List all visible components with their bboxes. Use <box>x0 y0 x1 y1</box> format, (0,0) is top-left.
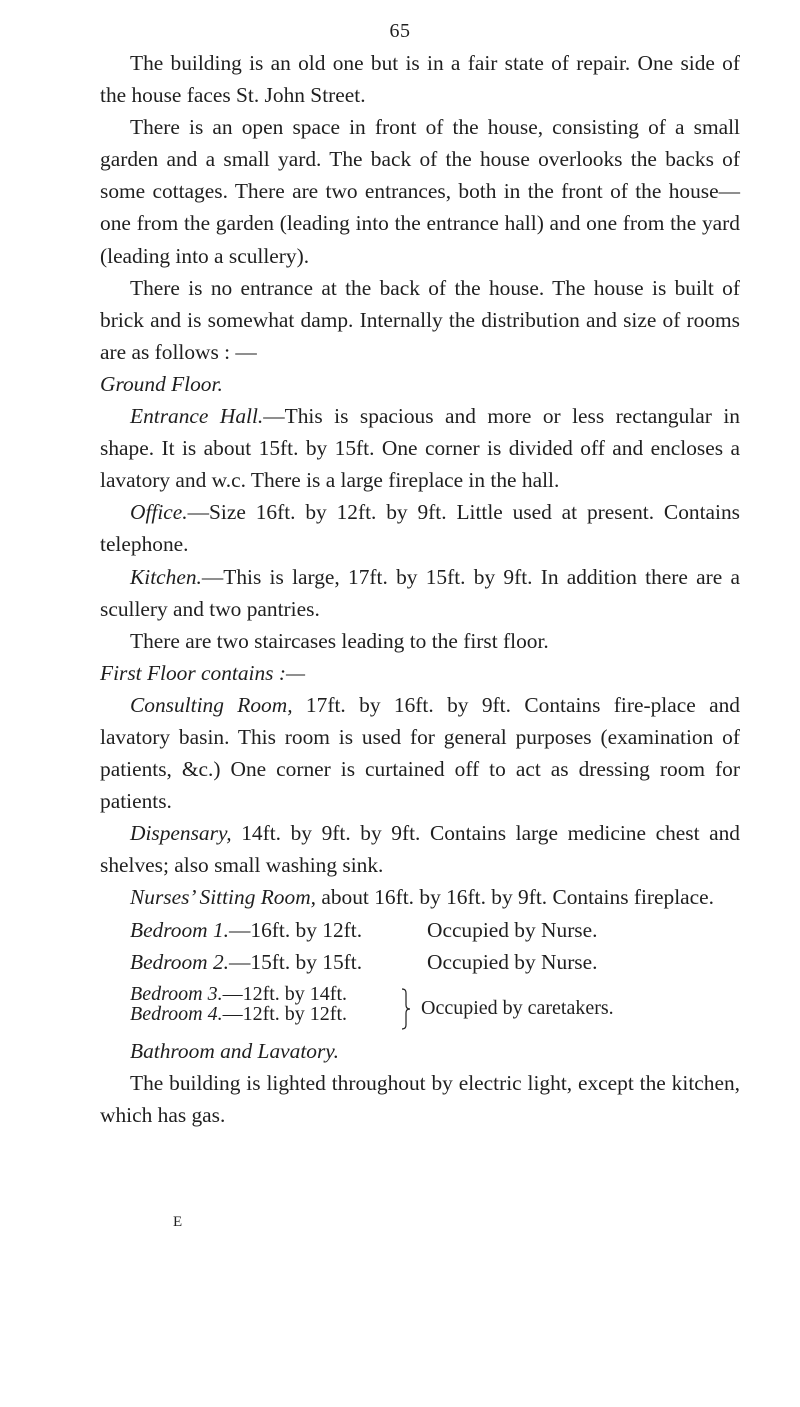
office-paragraph <box>100 496 740 560</box>
bedroom-2-line <box>100 946 740 978</box>
bedroom-4-size: —12ft. by 12ft. <box>222 1003 348 1026</box>
nurses-sitting-room-text: about 16ft. by 16ft. by 9ft. Contains fireplace. <box>316 885 715 910</box>
office-text: —Size 16ft. by 12ft. by 9ft. Little used at present. Contains telephone. <box>100 500 740 557</box>
staircases-paragraph: There are two staircases leading to the first floor. <box>130 628 549 653</box>
bedroom-2-occupant: Occupied by Nurse. <box>427 949 598 974</box>
bathroom-line: Bathroom and Lavatory. <box>130 1038 339 1063</box>
dispensary-label: Dispensary, <box>130 821 232 846</box>
dispensary-text: 14ft. by 9ft. by 9ft. Contains large medicine chest and shelves; also small washing sink. <box>100 821 740 878</box>
nurses-sitting-room-paragraph <box>100 881 740 913</box>
bedroom-3-size: —12ft. by 14ft. <box>222 982 348 1005</box>
paragraph-surroundings: There is an open space in front of the house, consisting of a small garden and a small yard. The back of the house overlooks the backs of some cottages. There are two entrances, both in the front of the house—one from the garden (leading into the entrance hall) and one from the yard (leading into a scullery). <box>100 115 740 268</box>
signature-mark: E <box>173 1214 183 1230</box>
bedroom-1-occupant: Occupied by Nurse. <box>427 917 598 942</box>
bedroom-1-line <box>100 914 740 946</box>
dispensary-paragraph <box>100 817 740 881</box>
caretakers-occupant: Occupied by caretakers. <box>421 996 614 1019</box>
entrance-hall-text: —This is spacious and more or less rectangular in shape. It is about 15ft. by 15ft. One corner is divided off and encloses a lavatory and w.c. There is a large fireplace in the hall. <box>100 404 740 493</box>
bedroom-1-size: —16ft. by 12ft. <box>229 917 363 942</box>
kitchen-text: —This is large, 17ft. by 15ft. by 9ft. In addition there are a scullery and two pantries. <box>100 564 740 621</box>
kitchen-label: Kitchen. <box>130 564 202 589</box>
paragraph-construction: There is no entrance at the back of the house. The house is built of brick and is somewhat damp. Internally the distribution and size of rooms are as follows : — <box>100 275 740 364</box>
nurses-sitting-room-label: Nurses’ Sitting Room, <box>130 885 316 910</box>
ground-floor-heading: Ground Floor. <box>100 371 223 396</box>
first-floor-heading: First Floor contains :— <box>100 660 305 685</box>
consulting-room-paragraph <box>100 689 740 817</box>
bedroom-4-label: Bedroom 4. <box>130 1003 223 1026</box>
entrance-hall-label: Entrance Hall. <box>130 404 264 429</box>
bedroom-2-size: —15ft. by 15ft. <box>229 949 363 974</box>
curly-brace <box>401 988 411 1030</box>
bedroom-2-label: Bedroom 2. <box>130 949 230 974</box>
kitchen-paragraph <box>100 561 740 625</box>
bedroom-3-label: Bedroom 3. <box>130 982 223 1005</box>
page-number: 65 <box>389 20 411 42</box>
bedroom-1-label: Bedroom 1. <box>130 917 230 942</box>
paragraph-condition: The building is an old one but is in a fair state of repair. One side of the house faces St. John Street. <box>100 51 740 108</box>
lighting-paragraph: The building is lighted throughout by electric light, except the kitchen, which has gas. <box>100 1070 740 1127</box>
body-text <box>100 47 740 1131</box>
office-label: Office. <box>130 500 188 525</box>
consulting-room-text: 17ft. by 16ft. by 9ft. Contains fire-place and lavatory basin. This room is used for general purposes (examination of patients, &c.) One corner is curtained off to act as dressing room for patients. <box>100 692 741 814</box>
caretakers-bedroom-group <box>100 984 740 1032</box>
consulting-room-label: Consulting Room, <box>130 692 293 717</box>
entrance-hall-paragraph <box>100 400 740 496</box>
